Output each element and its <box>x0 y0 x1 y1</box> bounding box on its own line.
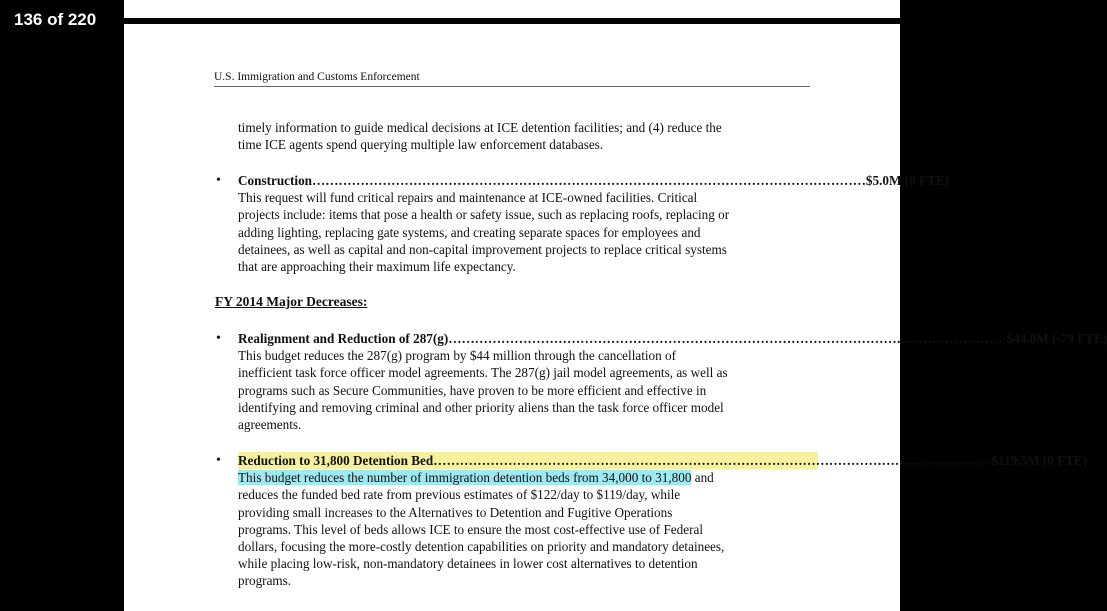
detention-first-line <box>238 469 818 486</box>
construction-line: adding lighting, replacing gate systems, and creating separate spaces for employees and <box>238 224 701 240</box>
bullet-icon: • <box>216 331 221 346</box>
detention-title-line <box>238 452 1088 469</box>
intro-line: time ICE agents spend querying multiple law enforcement databases. <box>238 137 604 153</box>
header-rule <box>214 86 810 87</box>
realignment-line: programs such as Secure Communities, have proven to be more efficient and effective in <box>238 382 707 398</box>
leader-dots: ……………………………………………………………………………………………………………… <box>312 173 866 188</box>
detention-item <box>238 452 1088 590</box>
realignment-line: This budget reduces the 287(g) program by $44 million through the cancellation of <box>238 348 677 364</box>
intro-paragraph <box>238 119 818 153</box>
construction-title: Construction <box>238 173 312 188</box>
realignment-item <box>238 330 1107 433</box>
detention-title: Reduction to 31,800 Detention Bed <box>238 453 434 468</box>
detention-line: reduces the funded bed rate from previous estimates of $122/day to $119/day, while <box>238 487 681 503</box>
intro-line: timely information to guide medical decisions at ICE detention facilities; and (4) reduce the <box>238 120 722 135</box>
detention-line: programs. <box>238 573 292 589</box>
running-header: U.S. Immigration and Customs Enforcement <box>214 71 420 83</box>
construction-line: This request will fund critical repairs and maintenance at ICE-owned facilities. Critical <box>238 190 698 206</box>
realignment-title-line <box>238 330 1107 347</box>
section-heading: FY 2014 Major Decreases: <box>215 294 368 309</box>
construction-amount: $5.0M (0 FTE) <box>865 173 950 188</box>
detention-line: dollars, focusing the more-costly detention capabilities on priority and mandatory detainees, <box>238 539 725 555</box>
detention-line: providing small increases to the Alternatives to Detention and Fugitive Operations <box>238 504 673 520</box>
construction-title-line <box>238 172 950 189</box>
previous-page-edge <box>124 0 900 18</box>
detention-line: while placing low-risk, non-mandatory detainees in lower cost alternatives to detention <box>238 556 698 572</box>
construction-line: that are approaching their maximum life expectancy. <box>238 259 516 275</box>
bullet-icon: • <box>216 453 221 468</box>
detention-line: programs. This level of beds allows ICE to ensure the most cost-effective use of Federal <box>238 521 703 537</box>
realignment-amount: -$44.0M (-79 FTE) <box>1002 331 1107 346</box>
page-counter: 136 of 220 <box>14 10 97 29</box>
realignment-line: identifying and removing criminal and other priority aliens than the task force officer model <box>238 399 724 415</box>
detention-first-line-rest: and <box>691 470 714 486</box>
detention-amount: -$119.5M (0 FTE) <box>987 453 1088 468</box>
bullet-icon: • <box>216 173 221 188</box>
leader-dots: ……………………………………………………………………………………………………………… <box>448 331 1003 346</box>
highlighted-text: This budget reduces the number of immigration detention beds from 34,000 to 31,800 <box>238 470 692 486</box>
construction-line: detainees, as well as capital and non-capital improvement projects to replace critical systems <box>238 241 727 257</box>
realignment-title: Realignment and Reduction of 287(g) <box>238 331 449 346</box>
document-page[interactable] <box>124 24 1107 611</box>
construction-line: projects include: items that pose a health or safety issue, such as replacing roofs, replacing or <box>238 207 730 223</box>
leader-dots: ……………………………………………………………………………………………………………… <box>433 453 988 468</box>
realignment-line: inefficient task force officer model agreements. The 287(g) jail model agreements, as well as <box>238 365 728 381</box>
realignment-line: agreements. <box>238 417 302 433</box>
construction-item <box>238 172 950 275</box>
